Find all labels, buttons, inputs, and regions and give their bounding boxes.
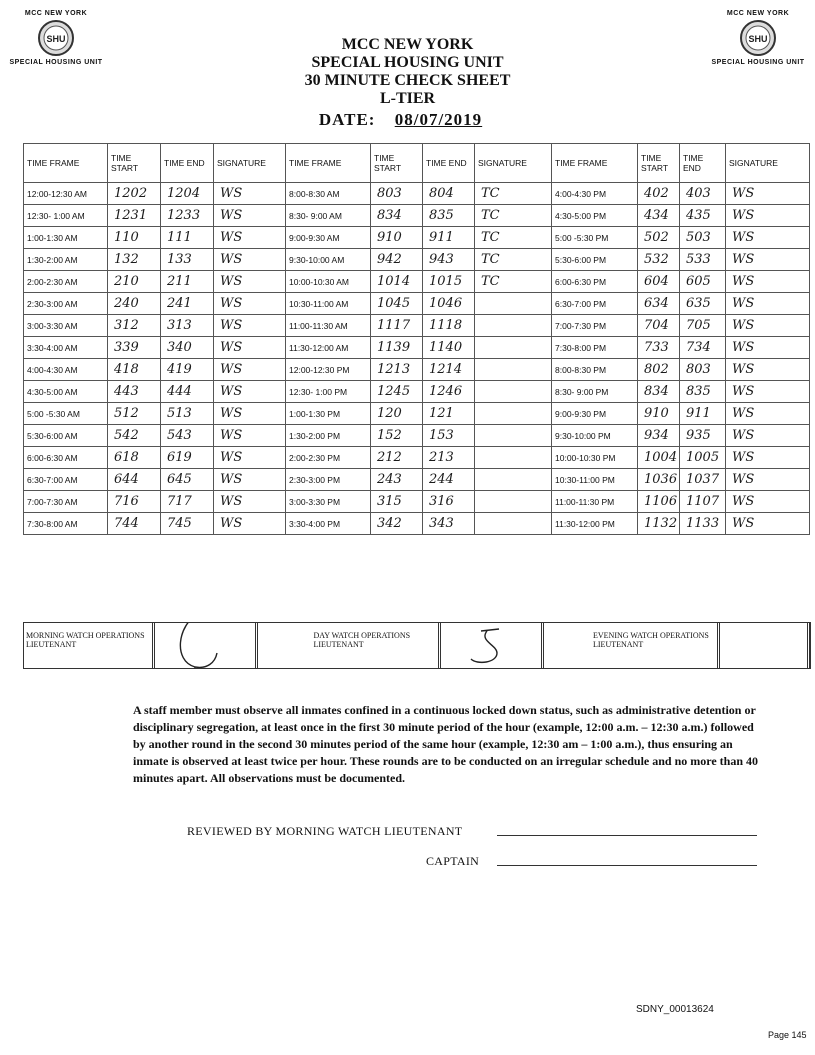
time-start-cell: 934	[638, 425, 680, 447]
time-frame-cell: 5:30-6:00 AM	[24, 425, 108, 447]
time-end-cell: 1046	[423, 293, 475, 315]
time-frame-cell: 2:30-3:00 AM	[24, 293, 108, 315]
signature-cell	[475, 293, 552, 315]
time-end-cell: 1233	[161, 205, 214, 227]
time-frame-cell: 9:30-10:00 AM	[286, 249, 371, 271]
signature-cell	[475, 359, 552, 381]
signature-cell: WS	[726, 337, 810, 359]
captain-signature-line	[497, 865, 757, 866]
time-start-cell: 1132	[638, 513, 680, 535]
time-frame-cell: 8:00-8:30 PM	[552, 359, 638, 381]
signature-cell: WS	[214, 491, 286, 513]
time-start-cell: 733	[638, 337, 680, 359]
time-start-cell: 604	[638, 271, 680, 293]
date-label: DATE:	[318, 110, 376, 129]
time-end-cell: 605	[680, 271, 726, 293]
table-row	[24, 271, 810, 293]
column-header: SIGNATURE	[726, 144, 810, 183]
signature-cell: WS	[214, 205, 286, 227]
time-frame-cell: 4:30-5:00 PM	[552, 205, 638, 227]
table-row	[24, 447, 810, 469]
time-start-cell: 120	[371, 403, 423, 425]
time-frame-cell: 5:00 -5:30 PM	[552, 227, 638, 249]
reviewed-by-signature-line	[497, 835, 757, 836]
time-frame-cell: 5:30-6:00 PM	[552, 249, 638, 271]
time-start-cell: 834	[638, 381, 680, 403]
time-frame-cell: 12:30- 1:00 AM	[24, 205, 108, 227]
column-header: TIME END	[680, 144, 726, 183]
time-start-cell: 418	[108, 359, 161, 381]
time-frame-cell: 1:00-1:30 PM	[286, 403, 371, 425]
signature-cell: WS	[214, 425, 286, 447]
time-end-cell: 835	[680, 381, 726, 403]
header-line-3: 30 MINUTE CHECK SHEET	[304, 72, 511, 89]
time-frame-cell: 7:00-7:30 PM	[552, 315, 638, 337]
time-end-cell: 244	[423, 469, 475, 491]
time-frame-cell: 2:30-3:00 PM	[286, 469, 371, 491]
time-end-cell: 1133	[680, 513, 726, 535]
time-frame-cell: 11:00-11:30 PM	[552, 491, 638, 513]
time-frame-cell: 7:30-8:00 PM	[552, 337, 638, 359]
time-start-cell: 1117	[371, 315, 423, 337]
time-frame-cell: 12:00-12:30 AM	[24, 183, 108, 205]
signature-cell: WS	[214, 403, 286, 425]
signature-cell: WS	[726, 359, 810, 381]
time-start-cell: 443	[108, 381, 161, 403]
time-end-cell: 444	[161, 381, 214, 403]
time-start-cell: 802	[638, 359, 680, 381]
time-end-cell: 533	[680, 249, 726, 271]
signature-cell	[475, 447, 552, 469]
morning-signature-mark	[155, 623, 255, 668]
time-start-cell: 942	[371, 249, 423, 271]
signature-cell: WS	[726, 491, 810, 513]
table-row	[24, 293, 810, 315]
signature-cell: WS	[726, 183, 810, 205]
time-frame-cell: 11:30-12:00 AM	[286, 337, 371, 359]
day-watch-label: DAY WATCH OPERATIONS LIEUTENANT	[313, 631, 411, 649]
time-frame-cell: 4:30-5:00 AM	[24, 381, 108, 403]
table-row	[24, 205, 810, 227]
time-end-cell: 543	[161, 425, 214, 447]
table-row	[24, 513, 810, 535]
column-header: SIGNATURE	[214, 144, 286, 183]
time-start-cell: 1004	[638, 447, 680, 469]
time-frame-cell: 2:00-2:30 PM	[286, 447, 371, 469]
signature-cell: WS	[726, 205, 810, 227]
time-end-cell: 803	[680, 359, 726, 381]
signature-cell: WS	[726, 425, 810, 447]
time-start-cell: 240	[108, 293, 161, 315]
time-frame-cell: 7:30-8:00 AM	[24, 513, 108, 535]
table-row	[24, 183, 810, 205]
time-frame-cell: 8:00-8:30 AM	[286, 183, 371, 205]
time-frame-cell: 6:30-7:00 AM	[24, 469, 108, 491]
time-end-cell: 1107	[680, 491, 726, 513]
time-start-cell: 618	[108, 447, 161, 469]
morning-watch-label: MORNING WATCH OPERATIONS LIEUTENANT	[26, 631, 145, 649]
table-row	[24, 249, 810, 271]
time-frame-cell: 12:00-12:30 PM	[286, 359, 371, 381]
time-end-cell: 419	[161, 359, 214, 381]
time-end-cell: 503	[680, 227, 726, 249]
signature-cell	[475, 469, 552, 491]
time-end-cell: 316	[423, 491, 475, 513]
time-start-cell: 634	[638, 293, 680, 315]
time-start-cell: 132	[108, 249, 161, 271]
time-frame-cell: 3:00-3:30 AM	[24, 315, 108, 337]
svg-text:SHU: SHU	[46, 34, 66, 44]
time-frame-cell: 10:00-10:30 PM	[552, 447, 638, 469]
time-end-cell: 1005	[680, 447, 726, 469]
time-end-cell: 935	[680, 425, 726, 447]
signature-cell	[475, 513, 552, 535]
time-end-cell: 645	[161, 469, 214, 491]
time-start-cell: 542	[108, 425, 161, 447]
time-start-cell: 1014	[371, 271, 423, 293]
signature-cell: TC	[475, 249, 552, 271]
time-start-cell: 402	[638, 183, 680, 205]
table-row	[24, 403, 810, 425]
signature-cell	[475, 381, 552, 403]
time-frame-cell: 4:00-4:30 AM	[24, 359, 108, 381]
signature-cell	[475, 491, 552, 513]
signature-cell: WS	[214, 315, 286, 337]
table-row	[24, 227, 810, 249]
time-start-cell: 716	[108, 491, 161, 513]
evening-watch-label: EVENING WATCH OPERATIONS LIEUTENANT	[593, 631, 709, 649]
time-frame-cell: 6:00-6:30 PM	[552, 271, 638, 293]
header-line-2: SPECIAL HOUSING UNIT	[311, 54, 504, 71]
table-row	[24, 359, 810, 381]
signature-cell: WS	[726, 271, 810, 293]
signature-cell: WS	[214, 249, 286, 271]
time-end-cell: 911	[680, 403, 726, 425]
table-row	[24, 337, 810, 359]
svg-text:SHU: SHU	[748, 34, 768, 44]
time-end-cell: 619	[161, 447, 214, 469]
time-end-cell: 111	[161, 227, 214, 249]
signature-cell: WS	[214, 359, 286, 381]
date-value: 08/07/2019	[394, 110, 483, 129]
signature-cell: WS	[214, 469, 286, 491]
table-header-row	[24, 144, 810, 183]
time-frame-cell: 1:30-2:00 AM	[24, 249, 108, 271]
time-start-cell: 502	[638, 227, 680, 249]
signature-cell: TC	[475, 205, 552, 227]
time-end-cell: 121	[423, 403, 475, 425]
signature-cell: WS	[726, 403, 810, 425]
policy-paragraph: A staff member must observe all inmates confined in a continuous locked down status, such as administrative detention or disciplinary segregation, at least once in the first 30 minute period of the hour (example, 12:00 a.m. – 12:30 a.m.) followed by another round in the second 30 minutes period of the same hour (example, 12:30 am – 1:00 a.m.), thus ensuring an inmate is observed at least twice per hour. These rounds are to be conducted on an irregular schedule and no more than 40 minutes apart. All observations must be documented.	[133, 703, 759, 785]
table-row	[24, 469, 810, 491]
signature-cell: WS	[726, 249, 810, 271]
time-start-cell: 339	[108, 337, 161, 359]
time-frame-cell: 4:00-4:30 PM	[552, 183, 638, 205]
time-frame-cell: 6:00-6:30 AM	[24, 447, 108, 469]
time-frame-cell: 8:30- 9:00 PM	[552, 381, 638, 403]
time-end-cell: 1140	[423, 337, 475, 359]
day-signature-mark	[441, 623, 541, 668]
time-start-cell: 1045	[371, 293, 423, 315]
logo-top-caption: MCC NEW YORK	[24, 10, 88, 17]
time-end-cell: 911	[423, 227, 475, 249]
time-frame-cell: 9:30-10:00 PM	[552, 425, 638, 447]
time-start-cell: 312	[108, 315, 161, 337]
page-number: Page 145	[768, 1030, 807, 1040]
time-frame-cell: 9:00-9:30 AM	[286, 227, 371, 249]
time-end-cell: 153	[423, 425, 475, 447]
signature-cell	[475, 403, 552, 425]
time-end-cell: 213	[423, 447, 475, 469]
time-start-cell: 342	[371, 513, 423, 535]
time-end-cell: 734	[680, 337, 726, 359]
time-end-cell: 343	[423, 513, 475, 535]
evening-watch-signature-box	[717, 623, 810, 668]
time-frame-cell: 9:00-9:30 PM	[552, 403, 638, 425]
time-start-cell: 152	[371, 425, 423, 447]
time-start-cell: 434	[638, 205, 680, 227]
time-frame-cell: 8:30- 9:00 AM	[286, 205, 371, 227]
time-end-cell: 513	[161, 403, 214, 425]
logo-bottom-caption: SPECIAL HOUSING UNIT	[9, 59, 103, 66]
time-frame-cell: 1:00-1:30 AM	[24, 227, 108, 249]
signature-cell: WS	[214, 337, 286, 359]
reviewed-by-label: REVIEWED BY MORNING WATCH LIEUTENANT	[187, 824, 463, 838]
time-start-cell: 910	[638, 403, 680, 425]
page-header	[0, 36, 815, 130]
time-frame-cell: 3:00-3:30 PM	[286, 491, 371, 513]
time-start-cell: 1245	[371, 381, 423, 403]
signature-cell: WS	[726, 469, 810, 491]
date-line	[0, 110, 815, 130]
signature-cell: WS	[214, 271, 286, 293]
time-start-cell: 512	[108, 403, 161, 425]
column-header: TIME END	[423, 144, 475, 183]
time-start-cell: 1139	[371, 337, 423, 359]
time-end-cell: 241	[161, 293, 214, 315]
column-header: TIME START	[108, 144, 161, 183]
signature-cell: WS	[726, 447, 810, 469]
time-start-cell: 243	[371, 469, 423, 491]
signature-cell: WS	[726, 227, 810, 249]
time-start-cell: 1036	[638, 469, 680, 491]
time-frame-cell: 3:30-4:00 AM	[24, 337, 108, 359]
table-row	[24, 381, 810, 403]
time-end-cell: 705	[680, 315, 726, 337]
table-row	[24, 315, 810, 337]
time-frame-cell: 11:00-11:30 AM	[286, 315, 371, 337]
signature-cell: WS	[726, 293, 810, 315]
morning-watch-signature-box	[152, 623, 258, 668]
time-start-cell: 1213	[371, 359, 423, 381]
logo-bottom-caption: SPECIAL HOUSING UNIT	[711, 59, 805, 66]
time-end-cell: 211	[161, 271, 214, 293]
column-header: TIME END	[161, 144, 214, 183]
logo-top-caption: MCC NEW YORK	[726, 10, 790, 17]
time-start-cell: 834	[371, 205, 423, 227]
column-header: TIME START	[371, 144, 423, 183]
time-start-cell: 704	[638, 315, 680, 337]
watch-signature-row	[23, 622, 811, 669]
time-end-cell: 804	[423, 183, 475, 205]
time-end-cell: 1246	[423, 381, 475, 403]
check-sheet-table	[23, 143, 810, 535]
signature-cell: WS	[214, 447, 286, 469]
signature-cell	[475, 337, 552, 359]
time-end-cell: 1118	[423, 315, 475, 337]
time-end-cell: 435	[680, 205, 726, 227]
signature-cell: WS	[726, 513, 810, 535]
signature-cell: WS	[726, 315, 810, 337]
header-line-1: MCC NEW YORK	[341, 36, 474, 53]
table-row	[24, 425, 810, 447]
time-frame-cell: 5:00 -5:30 AM	[24, 403, 108, 425]
time-start-cell: 532	[638, 249, 680, 271]
signature-cell: WS	[214, 513, 286, 535]
time-end-cell: 835	[423, 205, 475, 227]
header-line-4: L-TIER	[379, 90, 436, 107]
time-start-cell: 803	[371, 183, 423, 205]
column-header: TIME FRAME	[24, 144, 108, 183]
captain-label: CAPTAIN	[426, 854, 480, 868]
time-end-cell: 1037	[680, 469, 726, 491]
time-frame-cell: 2:00-2:30 AM	[24, 271, 108, 293]
signature-cell: WS	[214, 293, 286, 315]
table-row	[24, 491, 810, 513]
column-header: SIGNATURE	[475, 144, 552, 183]
time-frame-cell: 12:30- 1:00 PM	[286, 381, 371, 403]
signature-cell: WS	[214, 183, 286, 205]
time-end-cell: 133	[161, 249, 214, 271]
time-end-cell: 340	[161, 337, 214, 359]
day-watch-signature-box	[438, 623, 544, 668]
signature-cell: TC	[475, 227, 552, 249]
time-end-cell: 943	[423, 249, 475, 271]
time-start-cell: 212	[371, 447, 423, 469]
signature-cell: WS	[726, 381, 810, 403]
signature-cell: TC	[475, 183, 552, 205]
time-start-cell: 210	[108, 271, 161, 293]
time-start-cell: 1106	[638, 491, 680, 513]
time-end-cell: 717	[161, 491, 214, 513]
time-frame-cell: 10:30-11:00 AM	[286, 293, 371, 315]
time-start-cell: 744	[108, 513, 161, 535]
time-start-cell: 1231	[108, 205, 161, 227]
time-end-cell: 313	[161, 315, 214, 337]
time-frame-cell: 3:30-4:00 PM	[286, 513, 371, 535]
signature-cell: WS	[214, 381, 286, 403]
time-frame-cell: 7:00-7:30 AM	[24, 491, 108, 513]
time-frame-cell: 6:30-7:00 PM	[552, 293, 638, 315]
time-end-cell: 1214	[423, 359, 475, 381]
time-frame-cell: 10:30-11:00 PM	[552, 469, 638, 491]
time-end-cell: 1204	[161, 183, 214, 205]
column-header: TIME FRAME	[286, 144, 371, 183]
time-frame-cell: 1:30-2:00 PM	[286, 425, 371, 447]
time-end-cell: 1015	[423, 271, 475, 293]
time-end-cell: 403	[680, 183, 726, 205]
time-frame-cell: 10:00-10:30 AM	[286, 271, 371, 293]
signature-cell: WS	[214, 227, 286, 249]
time-frame-cell: 11:30-12:00 PM	[552, 513, 638, 535]
time-end-cell: 745	[161, 513, 214, 535]
document-id: SDNY_00013624	[636, 1004, 714, 1015]
time-start-cell: 1202	[108, 183, 161, 205]
column-header: TIME FRAME	[552, 144, 638, 183]
time-end-cell: 635	[680, 293, 726, 315]
signature-cell	[475, 315, 552, 337]
time-start-cell: 910	[371, 227, 423, 249]
signature-cell	[475, 425, 552, 447]
time-start-cell: 644	[108, 469, 161, 491]
time-start-cell: 110	[108, 227, 161, 249]
column-header: TIME START	[638, 144, 680, 183]
time-start-cell: 315	[371, 491, 423, 513]
signature-cell: TC	[475, 271, 552, 293]
